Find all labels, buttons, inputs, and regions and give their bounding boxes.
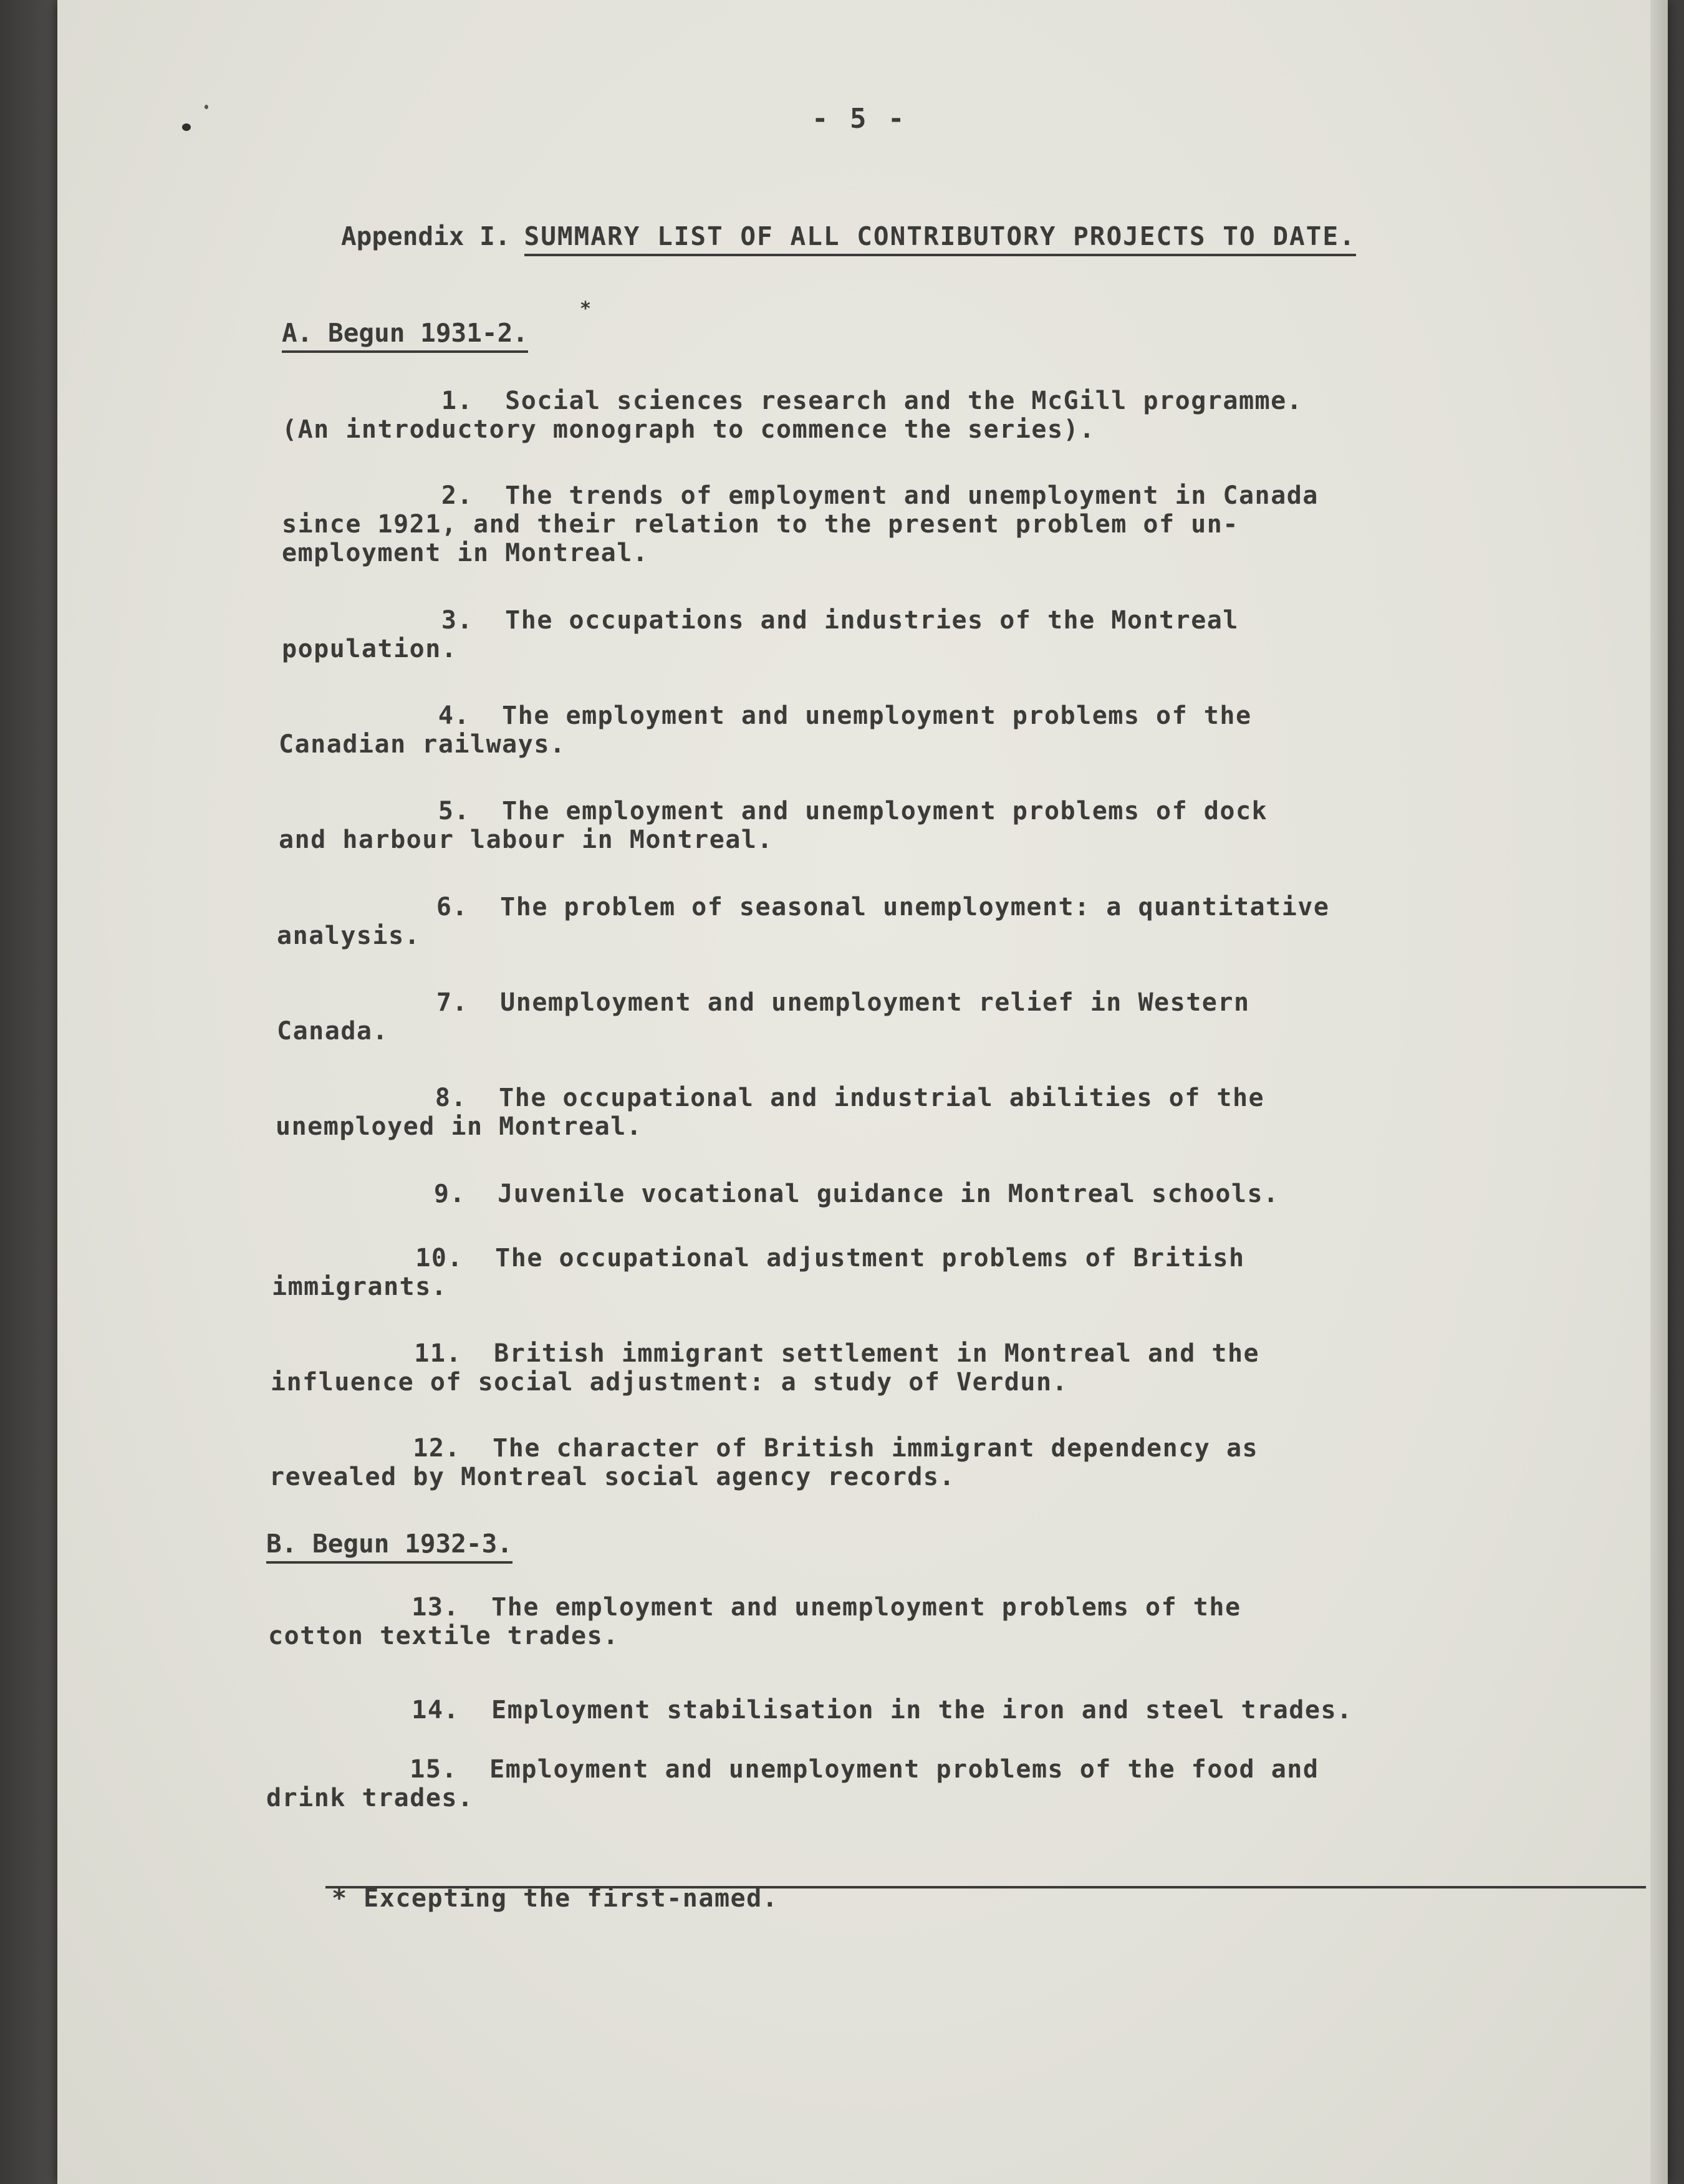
item-continuation: influence of social adjustment: a study of Verdun. <box>271 1368 1069 1397</box>
project-item-6 <box>277 893 1493 950</box>
item-text: The occupational and industrial abilities of the <box>499 1084 1265 1112</box>
item-continuation: since 1921, and their relation to the present problem of un- employment in Montreal. <box>282 510 1239 567</box>
project-item-11 <box>271 1339 1486 1397</box>
project-item-15 <box>266 1755 1482 1812</box>
item-continuation: population. <box>282 635 458 663</box>
item-text: The problem of seasonal unemployment: a quantitative <box>500 893 1330 921</box>
item-number: 8. <box>435 1084 467 1112</box>
project-item-14 <box>268 1696 1484 1725</box>
item-text: The employment and unemployment problems of the <box>491 1593 1241 1622</box>
item-text: The occupational adjustment problems of British <box>495 1244 1245 1272</box>
section-b-label: B. Begun 1932-3. <box>266 1529 512 1564</box>
item-text: The employment and unemployment problems of the <box>502 701 1252 730</box>
project-item-4 <box>279 701 1494 759</box>
item-continuation: revealed by Montreal social agency records. <box>269 1463 956 1491</box>
page-number: - 5 - <box>812 103 907 135</box>
item-number: 2. <box>441 481 473 510</box>
page-edge <box>1650 0 1668 2184</box>
item-continuation: and harbour labour in Montreal. <box>279 825 774 854</box>
item-text: Juvenile vocational guidance in Montreal schools. <box>498 1180 1279 1208</box>
project-item-8 <box>276 1084 1491 1141</box>
item-text: British immigrant settlement in Montreal and the <box>494 1339 1260 1368</box>
item-number: 3. <box>441 606 473 635</box>
item-number: 4. <box>438 701 470 730</box>
project-item-5 <box>279 797 1494 854</box>
item-continuation: analysis. <box>277 921 421 950</box>
item-number: 15. <box>410 1755 458 1784</box>
item-number: 9. <box>433 1180 466 1208</box>
item-number: 5. <box>438 797 470 825</box>
project-item-12 <box>269 1434 1485 1491</box>
item-number: 10. <box>415 1244 463 1272</box>
ink-spot <box>204 105 208 109</box>
item-text: Social sciences research and the McGill programme. <box>505 387 1303 415</box>
project-item-10 <box>272 1244 1488 1301</box>
item-continuation: cotton textile trades. <box>268 1622 619 1650</box>
item-text: Unemployment and unemployment relief in Western <box>500 988 1250 1017</box>
section-a-label: A. Begun 1931-2. <box>282 318 528 353</box>
footnote-marker: * <box>580 298 592 320</box>
item-number: 6. <box>436 893 468 921</box>
section-b-heading <box>266 1529 512 1559</box>
item-number: 7. <box>436 988 468 1017</box>
project-item-1 <box>282 387 1498 444</box>
item-continuation: Canada. <box>277 1017 389 1046</box>
project-item-7 <box>277 988 1493 1046</box>
item-continuation: unemployed in Montreal. <box>276 1112 643 1141</box>
project-item-3 <box>282 606 1498 663</box>
ink-spot <box>182 123 191 131</box>
project-item-13 <box>268 1593 1484 1650</box>
item-text: The character of British immigrant dependency as <box>493 1434 1259 1463</box>
item-continuation: drink trades. <box>266 1784 474 1812</box>
item-number: 1. <box>441 387 473 415</box>
item-continuation: immigrants. <box>272 1272 448 1301</box>
project-item-2 <box>282 481 1498 567</box>
item-number: 13. <box>411 1593 459 1622</box>
item-number: 11. <box>414 1339 462 1368</box>
appendix-label: Appendix I. <box>341 221 511 251</box>
project-item-9 <box>274 1180 1490 1208</box>
item-number: 14. <box>411 1696 459 1725</box>
appendix-heading <box>341 221 1356 251</box>
item-text: Employment and unemployment problems of the food and <box>489 1755 1319 1784</box>
item-number: 12. <box>413 1434 461 1463</box>
item-text: The occupations and industries of the Montreal <box>505 606 1239 635</box>
document-page <box>57 0 1668 2184</box>
item-continuation: Canadian railways. <box>279 730 566 759</box>
item-text: The trends of employment and unemployment in Canada <box>505 481 1319 510</box>
item-text: The employment and unemployment problems of dock <box>502 797 1268 825</box>
footnote: * Excepting the first-named. <box>332 1884 779 1913</box>
item-continuation: (An introductory monograph to commence the series). <box>282 415 1095 444</box>
section-a-heading <box>282 318 528 348</box>
item-text: Employment stabilisation in the iron and steel trades. <box>491 1696 1353 1725</box>
appendix-title: SUMMARY LIST OF ALL CONTRIBUTORY PROJECTS TO DATE. <box>524 221 1356 256</box>
